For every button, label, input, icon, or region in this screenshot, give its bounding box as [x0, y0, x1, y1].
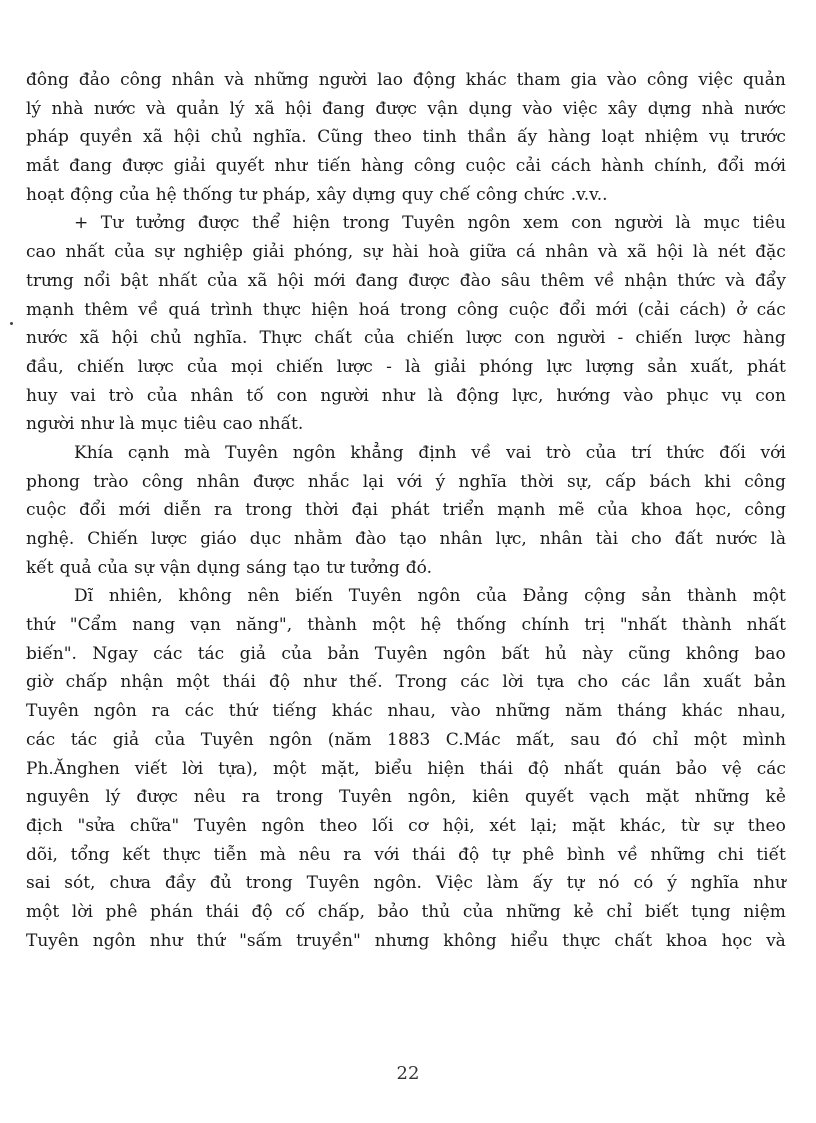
- scan-mark: [10, 322, 13, 325]
- text-line: thứ "Cẩm nang vạn năng", thành một hệ thống chính trị "nhất thành nhất: [26, 615, 786, 636]
- text-line: mạnh thêm về quá trình thực hiện hoá trong công cuộc đổi mới (cải cách) ở các: [26, 299, 786, 320]
- text-line: địch "sửa chữa" Tuyên ngôn theo lối cơ hội, xét lại; mặt khác, từ sự theo: [26, 815, 786, 836]
- text-line: biến". Ngay các tác giả của bản Tuyên ngôn bất hủ này cũng không bao: [26, 643, 786, 664]
- text-line: Khía cạnh mà Tuyên ngôn khẳng định về vai trò của trí thức đối với: [74, 442, 786, 463]
- text-line: huy vai trò của nhân tố con người như là động lực, hướng vào phục vụ con: [26, 385, 786, 406]
- text-line: Tuyên ngôn ra các thứ tiếng khác nhau, vào những năm tháng khác nhau,: [26, 701, 786, 722]
- text-line: người như là mục tiêu cao nhất.: [26, 414, 304, 435]
- text-line: Dĩ nhiên, không nên biến Tuyên ngôn của Đảng cộng sản thành một: [74, 586, 786, 607]
- page-number: 22: [396, 1063, 420, 1084]
- text-line: dõi, tổng kết thực tiễn mà nêu ra với thái độ tự phê bình về những chi tiết: [26, 844, 786, 865]
- text-line: một lời phê phán thái độ cố chấp, bảo thủ của những kẻ chỉ biết tụng niệm: [26, 901, 786, 922]
- text-line: kết quả của sự vận dụng sáng tạo tư tưởng đó.: [26, 557, 433, 578]
- text-line: giờ chấp nhận một thái độ như thế. Trong các lời tựa cho các lần xuất bản: [26, 672, 786, 693]
- text-line: pháp quyền xã hội chủ nghĩa. Cũng theo tinh thần ấy hàng loạt nhiệm vụ trước: [26, 127, 786, 148]
- text-line: nguyên lý được nêu ra trong Tuyên ngôn, kiên quyết vạch mặt những kẻ: [26, 787, 786, 808]
- text-line: + Tư tưởng được thể hiện trong Tuyên ngôn xem con người là mục tiêu: [74, 213, 786, 234]
- text-line: đông đảo công nhân và những người lao động khác tham gia vào công việc quản: [26, 70, 786, 90]
- body-text: [26, 66, 786, 955]
- text-line: Tuyên ngôn như thứ "sấm truyền" nhưng không hiểu thực chất khoa học và: [26, 930, 786, 951]
- text-line: cao nhất của sự nghiệp giải phóng, sự hài hoà giữa cá nhân và xã hội là nét đặc: [26, 242, 786, 263]
- text-line: đầu, chiến lược của mọi chiến lược - là giải phóng lực lượng sản xuất, phát: [26, 356, 786, 377]
- text-line: trưng nổi bật nhất của xã hội mới đang được đào sâu thêm về nhận thức và đẩy: [26, 270, 786, 291]
- text-line: các tác giả của Tuyên ngôn (năm 1883 C.Mác mất, sau đó chỉ một mình: [26, 729, 786, 750]
- text-line: mắt đang được giải quyết như tiến hàng công cuộc cải cách hành chính, đổi mới: [26, 156, 786, 177]
- text-line: phong trào công nhân được nhắc lại với ý nghĩa thời sự, cấp bách khi công: [26, 471, 786, 492]
- text-line: nghệ. Chiến lược giáo dục nhằm đào tạo nhân lực, nhân tài cho đất nước là: [26, 529, 786, 549]
- text-line: nước xã hội chủ nghĩa. Thực chất của chiến lược con người - chiến lược hàng: [26, 328, 786, 349]
- text-line: hoạt động của hệ thống tư pháp, xây dựng quy chế công chức .v.v..: [26, 184, 608, 205]
- text-line: cuộc đổi mới diễn ra trong thời đại phát triển mạnh mẽ của khoa học, công: [26, 500, 786, 521]
- text-line: sai sót, chưa đầy đủ trong Tuyên ngôn. Việc làm ấy tự nó có ý nghĩa như: [26, 873, 786, 894]
- text-line: lý nhà nước và quản lý xã hội đang được vận dụng vào việc xây dựng nhà nước: [26, 98, 786, 119]
- text-line: Ph.Ănghen viết lời tựa), một mặt, biểu hiện thái độ nhất quán bảo vệ các: [26, 758, 786, 779]
